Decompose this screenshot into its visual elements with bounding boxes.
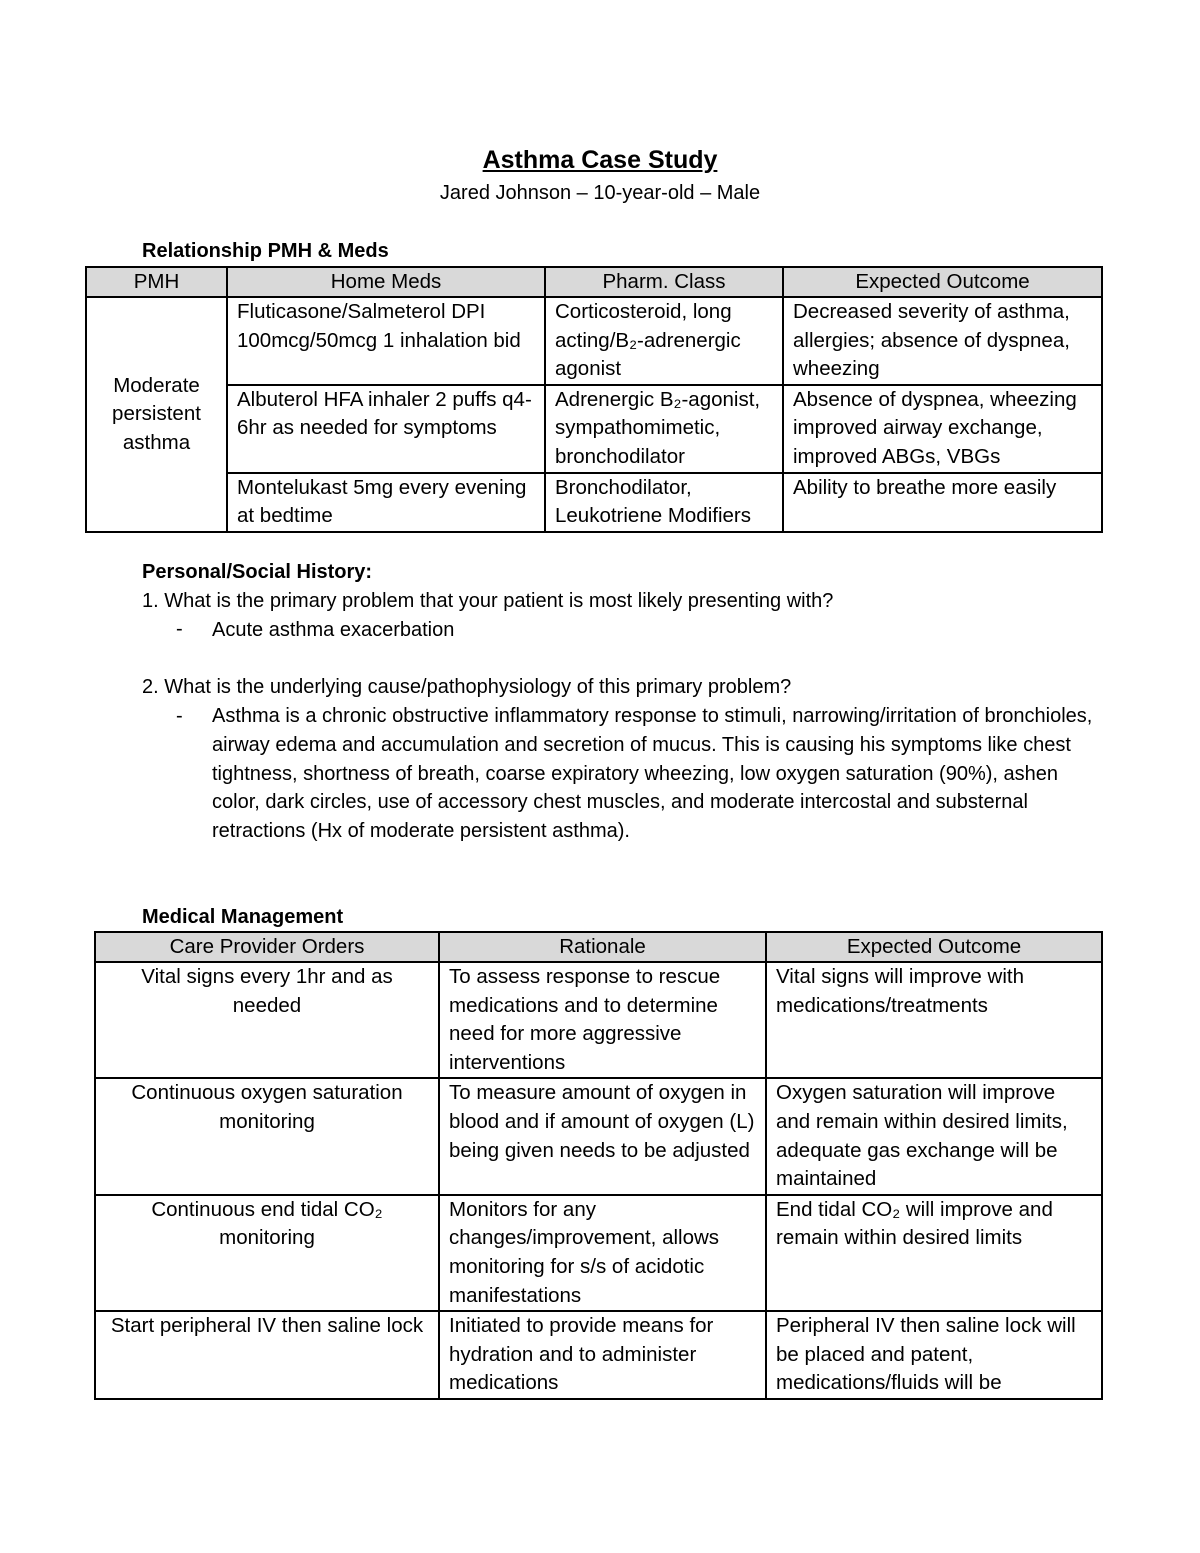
- table-row: [95, 1195, 1102, 1311]
- medical-management-table: [94, 931, 1103, 1400]
- pmh-meds-table: [85, 266, 1103, 533]
- pmh-heading: Relationship PMH & Meds: [142, 240, 389, 262]
- home-med-cell: Montelukast 5mg every evening at bedtime: [227, 473, 545, 532]
- answer-1: Acute asthma exacerbation: [212, 619, 455, 641]
- table-row: [86, 473, 1102, 532]
- order-cell: Continuous oxygen saturation monitoring: [95, 1078, 439, 1194]
- expected-outcome-cell: Ability to breathe more easily: [783, 473, 1102, 532]
- order-cell: Continuous end tidal CO₂ monitoring: [95, 1195, 439, 1311]
- orders-col-header: Care Provider Orders: [95, 932, 439, 962]
- answer-2: Asthma is a chronic obstructive inflammatory response to stimuli, narrowing/irritation of bronchioles, airway edema and accumulation and secretion of mucus. This is causing his symptoms like chest tightness, shortness of breath, coarse expiratory wheezing, low oxygen saturation (90%), ashen color, dark circles, use of accessory chest muscles, and moderate intercostal and substernal retractions (Hx of moderate persistent asthma).: [212, 705, 1093, 843]
- pmh-col-header: PMH: [86, 267, 227, 297]
- management-header-row: [95, 932, 1102, 962]
- table-row: [95, 962, 1102, 1078]
- pmh-header-row: [86, 267, 1102, 297]
- rationale-cell: To assess response to rescue medications and to determine need for more aggressive interventions: [439, 962, 766, 1078]
- management-heading: Medical Management: [142, 906, 344, 928]
- dash-bullet: -: [176, 705, 183, 727]
- pmh-cell: Moderate persistent asthma: [86, 297, 227, 532]
- pharm-class-cell: Adrenergic B₂-agonist, sympathomimetic, bronchodilator: [545, 385, 783, 473]
- pharm-class-cell: Corticosteroid, long acting/B₂-adrenergic agonist: [545, 297, 783, 385]
- outcome-col-header: Expected Outcome: [766, 932, 1102, 962]
- pharm-class-cell: Bronchodilator, Leukotriene Modifiers: [545, 473, 783, 532]
- outcome-cell: Vital signs will improve with medications/treatments: [766, 962, 1102, 1078]
- table-row: [95, 1078, 1102, 1194]
- home-med-cell: Albuterol HFA inhaler 2 puffs q4-6hr as needed for symptoms: [227, 385, 545, 473]
- home-meds-col-header: Home Meds: [227, 267, 545, 297]
- home-med-cell: Fluticasone/Salmeterol DPI 100mcg/50mcg 1 inhalation bid: [227, 297, 545, 385]
- rationale-cell: Monitors for any changes/improvement, allows monitoring for s/s of acidotic manifestations: [439, 1195, 766, 1311]
- table-row: [86, 297, 1102, 385]
- expected-outcome-cell: Decreased severity of asthma, allergies; absence of dyspnea, wheezing: [783, 297, 1102, 385]
- rationale-cell: To measure amount of oxygen in blood and if amount of oxygen (L) being given needs to be adjusted: [439, 1078, 766, 1194]
- rationale-cell: Initiated to provide means for hydration and to administer medications: [439, 1311, 766, 1399]
- order-cell: Start peripheral IV then saline lock: [95, 1311, 439, 1399]
- pharm-class-col-header: Pharm. Class: [545, 267, 783, 297]
- history-heading: Personal/Social History:: [142, 561, 373, 583]
- outcome-cell: Oxygen saturation will improve and remain within desired limits, adequate gas exchange will be maintained: [766, 1078, 1102, 1194]
- outcome-cell: Peripheral IV then saline lock will be placed and patent, medications/fluids will be: [766, 1311, 1102, 1399]
- outcome-cell: End tidal CO₂ will improve and remain within desired limits: [766, 1195, 1102, 1311]
- table-row: [95, 1311, 1102, 1399]
- order-cell: Vital signs every 1hr and as needed: [95, 962, 439, 1078]
- rationale-col-header: Rationale: [439, 932, 766, 962]
- expected-outcome-col-header: Expected Outcome: [783, 267, 1102, 297]
- dash-bullet: -: [176, 618, 183, 640]
- patient-info: Jared Johnson – 10-year-old – Male: [439, 182, 761, 204]
- expected-outcome-cell: Absence of dyspnea, wheezing improved airway exchange, improved ABGs, VBGs: [783, 385, 1102, 473]
- question-2: 2. What is the underlying cause/pathophysiology of this primary problem?: [142, 676, 792, 698]
- table-row: [86, 385, 1102, 473]
- question-1: 1. What is the primary problem that your patient is most likely presenting with?: [142, 590, 834, 612]
- page-title: Asthma Case Study: [482, 146, 718, 174]
